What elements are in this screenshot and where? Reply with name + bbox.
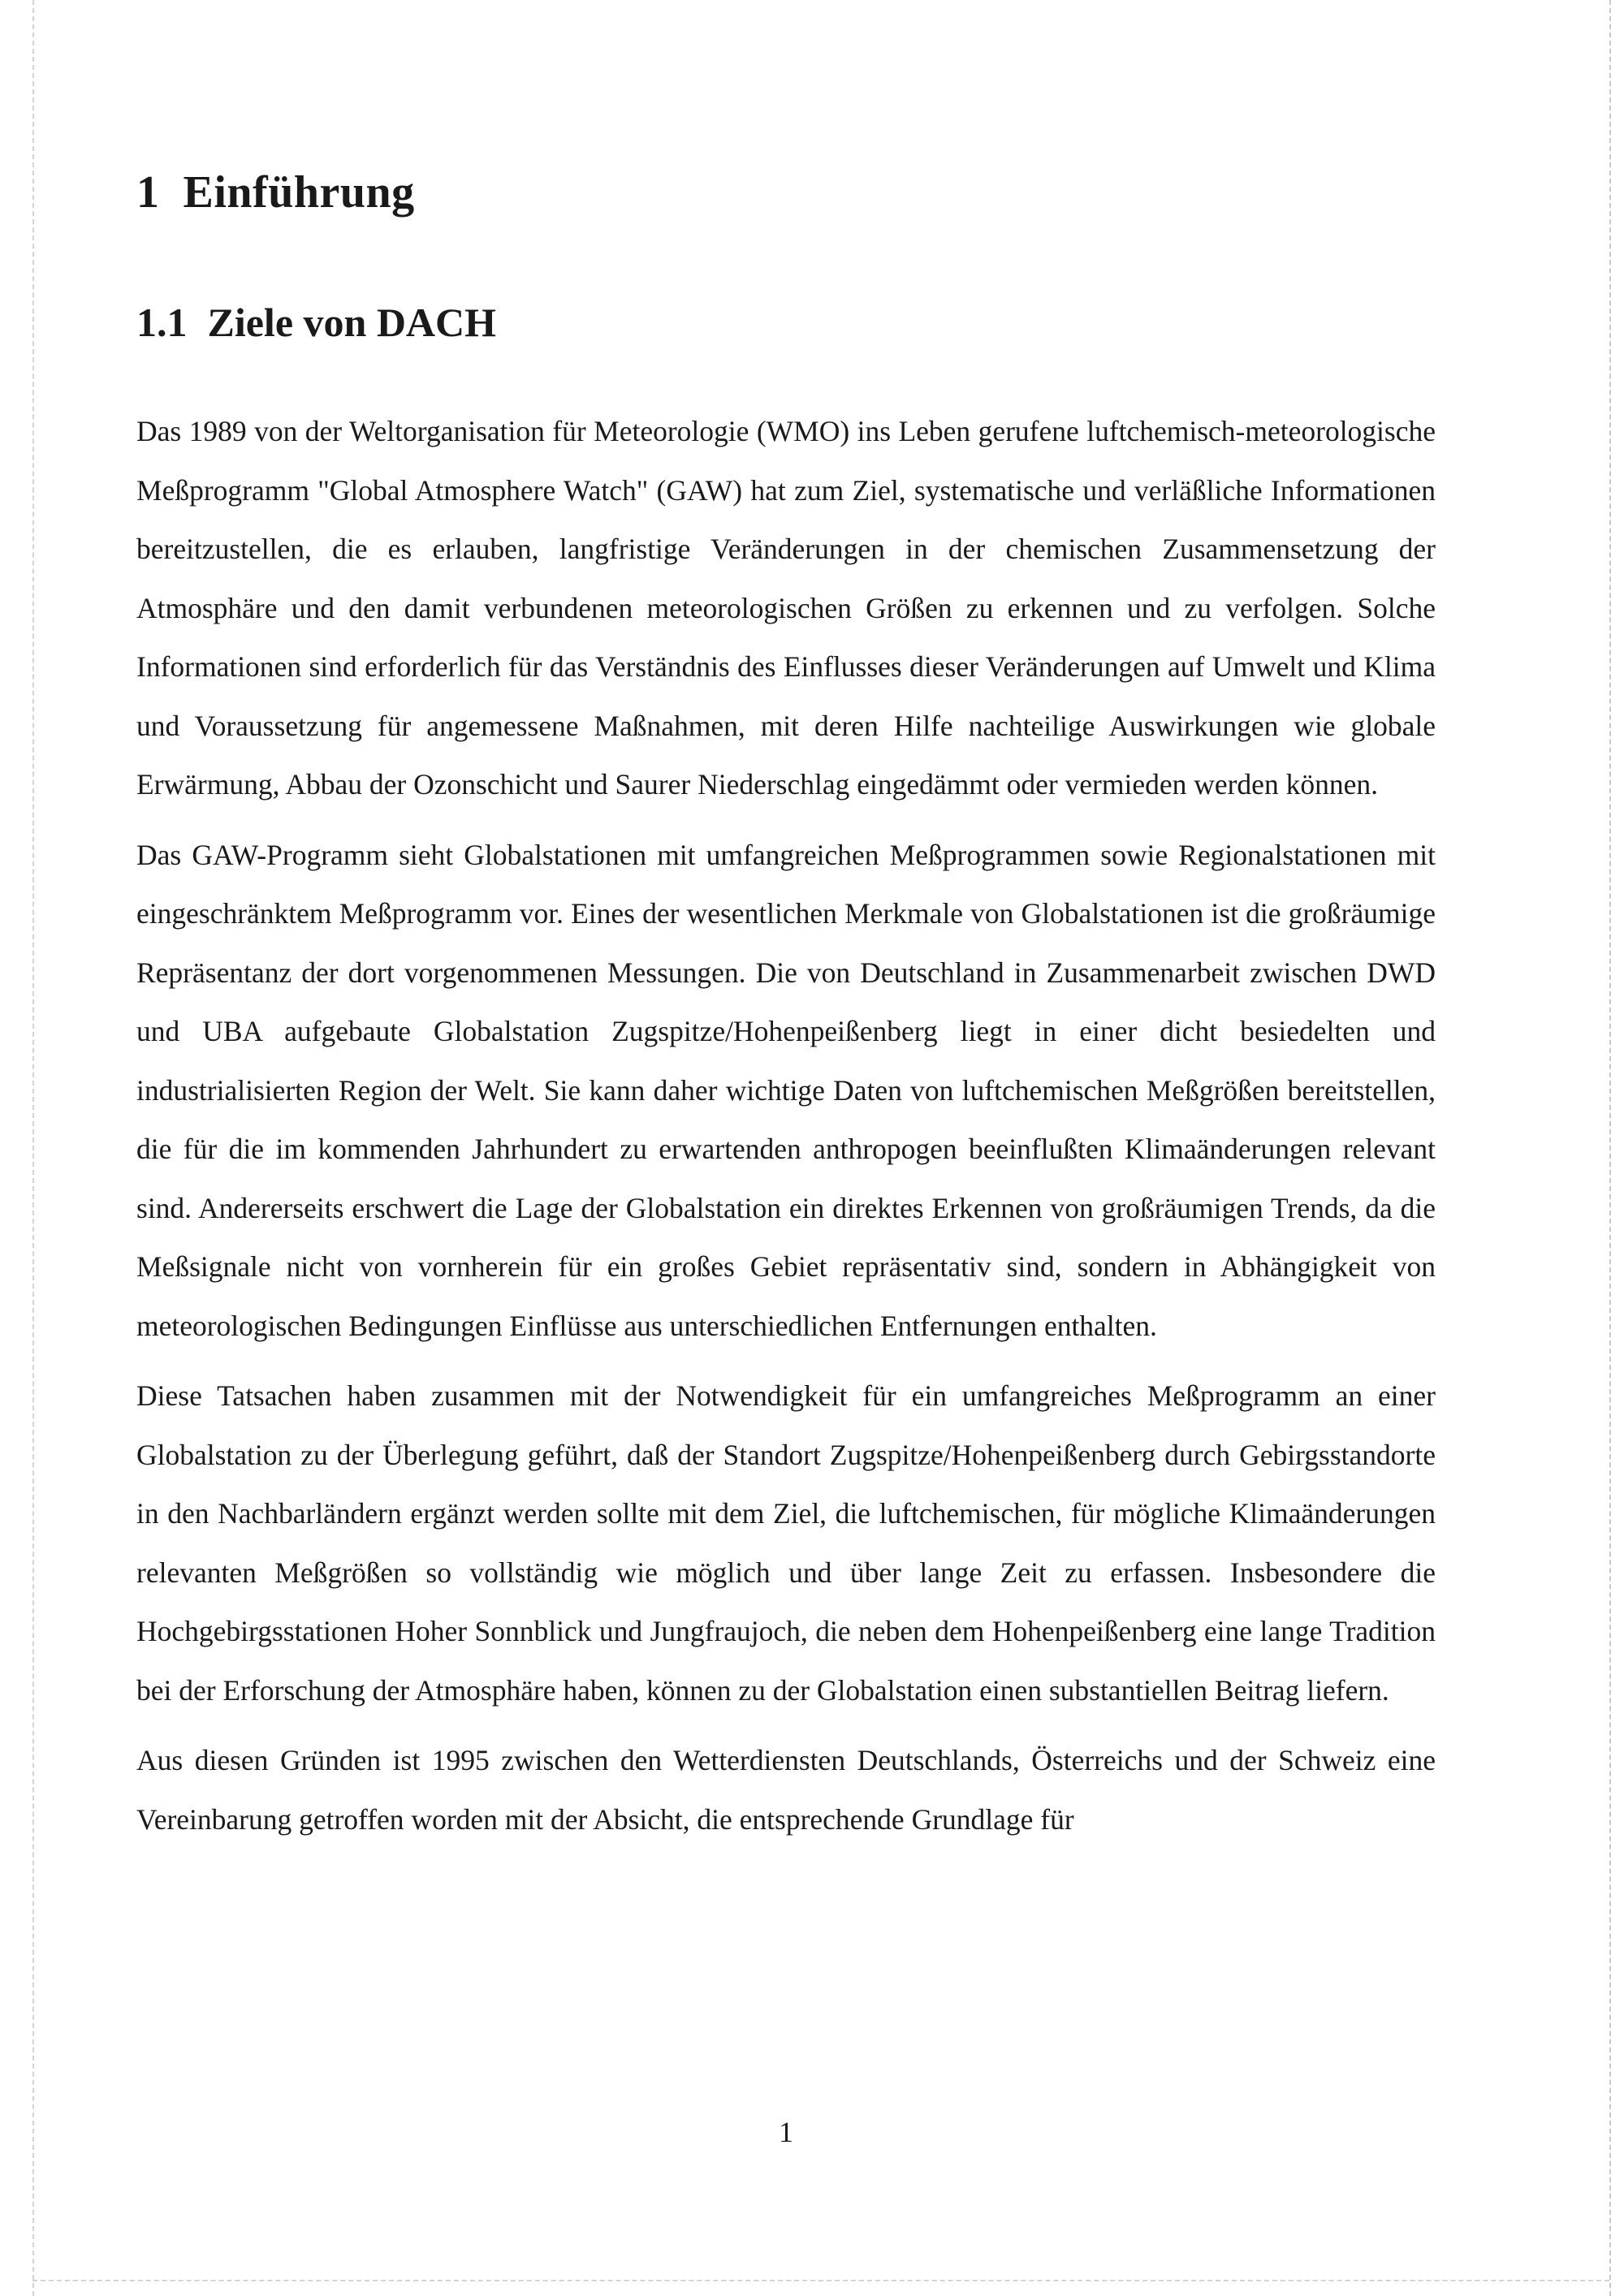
chapter-heading — [136, 166, 415, 218]
chapter-title: Einführung — [183, 167, 415, 218]
body-text — [136, 402, 1436, 1860]
scan-edge-left — [32, 0, 34, 2296]
section-heading — [136, 299, 496, 346]
paragraph-1: Das 1989 von der Weltorganisation für Meteorologie (WMO) ins Leben gerufene luftchemisch-meteorologische Meßprogramm "Global Atmosphere Watch" (GAW) hat zum Ziel, systematische und verläßliche Informationen bereitzustellen, die es erlauben, langfristige Veränderungen in der chemischen Zusammensetzung der Atmosphäre und den damit verbundenen meteorologischen Größen zu erkennen und zu verfolgen. Solche Informationen sind erforderlich für das Verständnis des Einflusses dieser Veränderungen auf Umwelt und Klima und Voraussetzung für angemessene Maßnahmen, mit deren Hilfe nachteilige Auswirkungen wie globale Erwärmung, Abbau der Ozonschicht und Saurer Niederschlag eingedämmt oder vermieden werden können. — [136, 415, 1436, 801]
scan-edge-bottom — [32, 2280, 1609, 2281]
paragraph-4: Aus diesen Gründen ist 1995 zwischen den Wetterdiensten Deutschlands, Österreichs und der Schweiz eine Vereinbarung getroffen worden mit der Absicht, die entsprechende Grundlage für — [136, 1744, 1436, 1836]
section-number: 1.1 — [136, 300, 188, 345]
chapter-number: 1 — [136, 167, 160, 218]
paragraph-3: Diese Tatsachen haben zusammen mit der Notwendigkeit für ein umfangreiches Meßprogramm an einer Globalstation zu der Überlegung geführt, daß der Standort Zugspitze/Hohenpeißenberg durch Gebirgsstandorte in den Nachbarländern ergänzt werden sollte mit dem Ziel, die luftchemischen, für mögliche Klimaänderungen relevanten Meßgrößen so vollständig wie möglich und über lange Zeit zu erfassen. Insbesondere die Hochgebirgsstationen Hoher Sonnblick und Jungfraujoch, die neben dem Hohenpeißenberg eine lange Tradition bei der Erforschung der Atmosphäre haben, können zu der Globalstation einen substantiellen Beitrag liefern. — [136, 1379, 1436, 1707]
paragraph-2: Das GAW-Programm sieht Globalstationen mit umfangreichen Meßprogrammen sowie Regionalstationen mit eingeschränktem Meßprogramm vor. Eines der wesentlichen Merkmale von Globalstationen ist die großräumige Repräsentanz der dort vorgenommenen Messungen. Die von Deutschland in Zusammenarbeit zwischen DWD und UBA aufgebaute Globalstation Zugspitze/Hohenpeißenberg liegt in einer dicht besiedelten und industrialisierten Region der Welt. Sie kann daher wichtige Daten von luftchemischen Meßgrößen bereitstellen, die für die im kommenden Jahrhundert zu erwartenden anthropogen beeinflußten Klimaänderungen relevant sind. Andererseits erschwert die Lage der Globalstation ein direktes Erkennen von großräumigen Trends, da die Meßsignale nicht von vornherein für ein großes Gebiet repräsentativ sind, sondern in Abhängigkeit von meteorologischen Bedingungen Einflüsse aus unterschiedlichen Entfernungen enthalten. — [136, 838, 1436, 1342]
scan-edge-right — [1609, 0, 1611, 2296]
page-number: 1 — [779, 2116, 793, 2148]
section-title: Ziele von DACH — [207, 300, 497, 345]
